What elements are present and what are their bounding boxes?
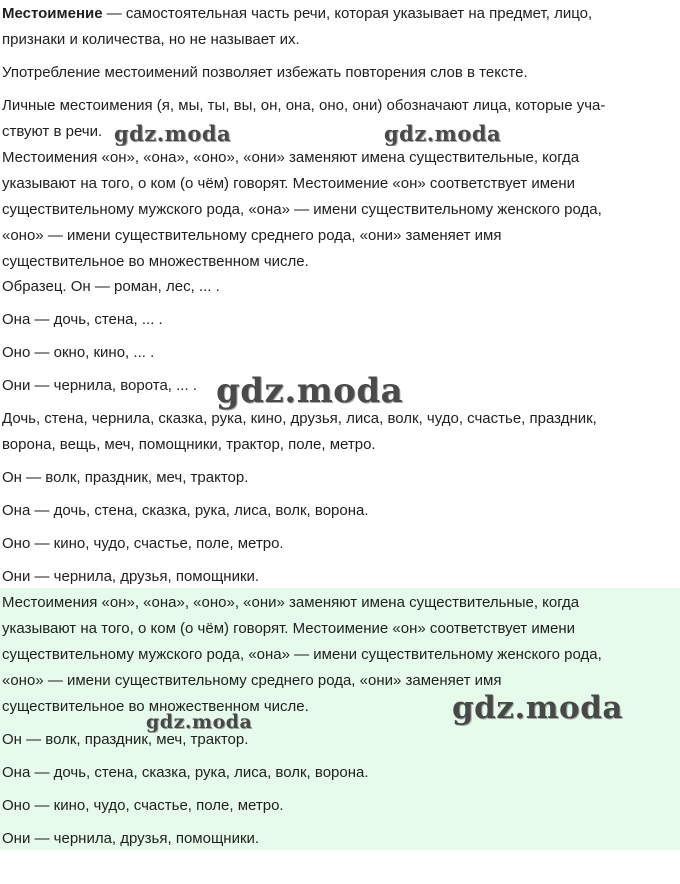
watermark-logo: gdz.moda (452, 690, 623, 726)
answer-line: Они — чернила, друзья, помощники. (2, 568, 260, 585)
personal-pronouns-line: ствуют в речи. (2, 123, 103, 140)
word-list-line: Дочь, стена, чернила, сказка, рука, кино, друзья, лиса, волк, чудо, счастье, праздник, (2, 410, 597, 427)
rule-line: «оно» — имени существительному среднего рода, «они» заменяет имя (2, 227, 502, 244)
answer-line: Оно — кино, чудо, счастье, поле, метро. (2, 797, 284, 814)
answer-rule-line: существительное во множественном числе. (2, 698, 309, 715)
answer-line: Она — дочь, стена, сказка, рука, лиса, волк, ворона. (2, 764, 369, 781)
definition-line: признаки и количества, но не называет их. (2, 31, 300, 48)
answer-line: Оно — кино, чудо, счастье, поле, метро. (2, 535, 284, 552)
sample-line: Оно — окно, кино, ... . (2, 344, 155, 361)
watermark-logo: gdz.moda (216, 371, 404, 411)
rule-line: существительному мужского рода, «она» — имени существительному женского рода, (2, 201, 602, 218)
rule-line: указывают на того, о ком (о чём) говорят. Местоимение «он» соответствует имени (2, 175, 576, 192)
answer-line: Он — волк, праздник, меч, трактор. (2, 731, 249, 748)
word-list-line: ворона, вещь, меч, помощники, трактор, поле, метро. (2, 436, 376, 453)
rule-line: существительное во множественном числе. (2, 253, 309, 270)
personal-pronouns-line: Личные местоимения (я, мы, ты, вы, он, она, оно, они) обозначают лица, которые уча- (2, 97, 606, 114)
watermark-logo: gdz.moda (114, 121, 232, 146)
answer-line: Они — чернила, друзья, помощники. (2, 830, 260, 847)
answer-rule-line: Местоимения «он», «она», «оно», «они» заменяют имена существительные, когда (2, 594, 580, 611)
watermark-logo: gdz.moda (146, 711, 253, 733)
sample-line: Она — дочь, стена, ... . (2, 311, 163, 328)
usage-line: Употребление местоимений позволяет избежать повторения слов в тексте. (2, 64, 528, 81)
answer-line: Он — волк, праздник, меч, трактор. (2, 469, 249, 486)
answer-rule-line: указывают на того, о ком (о чём) говорят. Местоимение «он» соответствует имени (2, 620, 576, 637)
answer-rule-line: «оно» — имени существительному среднего рода, «они» заменяет имя (2, 672, 502, 689)
term-bold: Местоимение (2, 5, 103, 22)
watermark-logo: gdz.moda (384, 121, 502, 146)
definition-line (2, 4, 592, 24)
answer-line: Она — дочь, стена, сказка, рука, лиса, волк, ворона. (2, 502, 369, 519)
sample-line: Образец. Он — роман, лес, ... . (2, 278, 220, 295)
sample-line: Они — чернила, ворота, ... . (2, 377, 197, 394)
rule-line: Местоимения «он», «она», «оно», «они» заменяют имена существительные, когда (2, 149, 580, 166)
definition-text: — самостоятельная часть речи, которая указывает на предмет, лицо, (102, 5, 593, 22)
answer-rule-line: существительному мужского рода, «она» — имени существительному женского рода, (2, 646, 602, 663)
